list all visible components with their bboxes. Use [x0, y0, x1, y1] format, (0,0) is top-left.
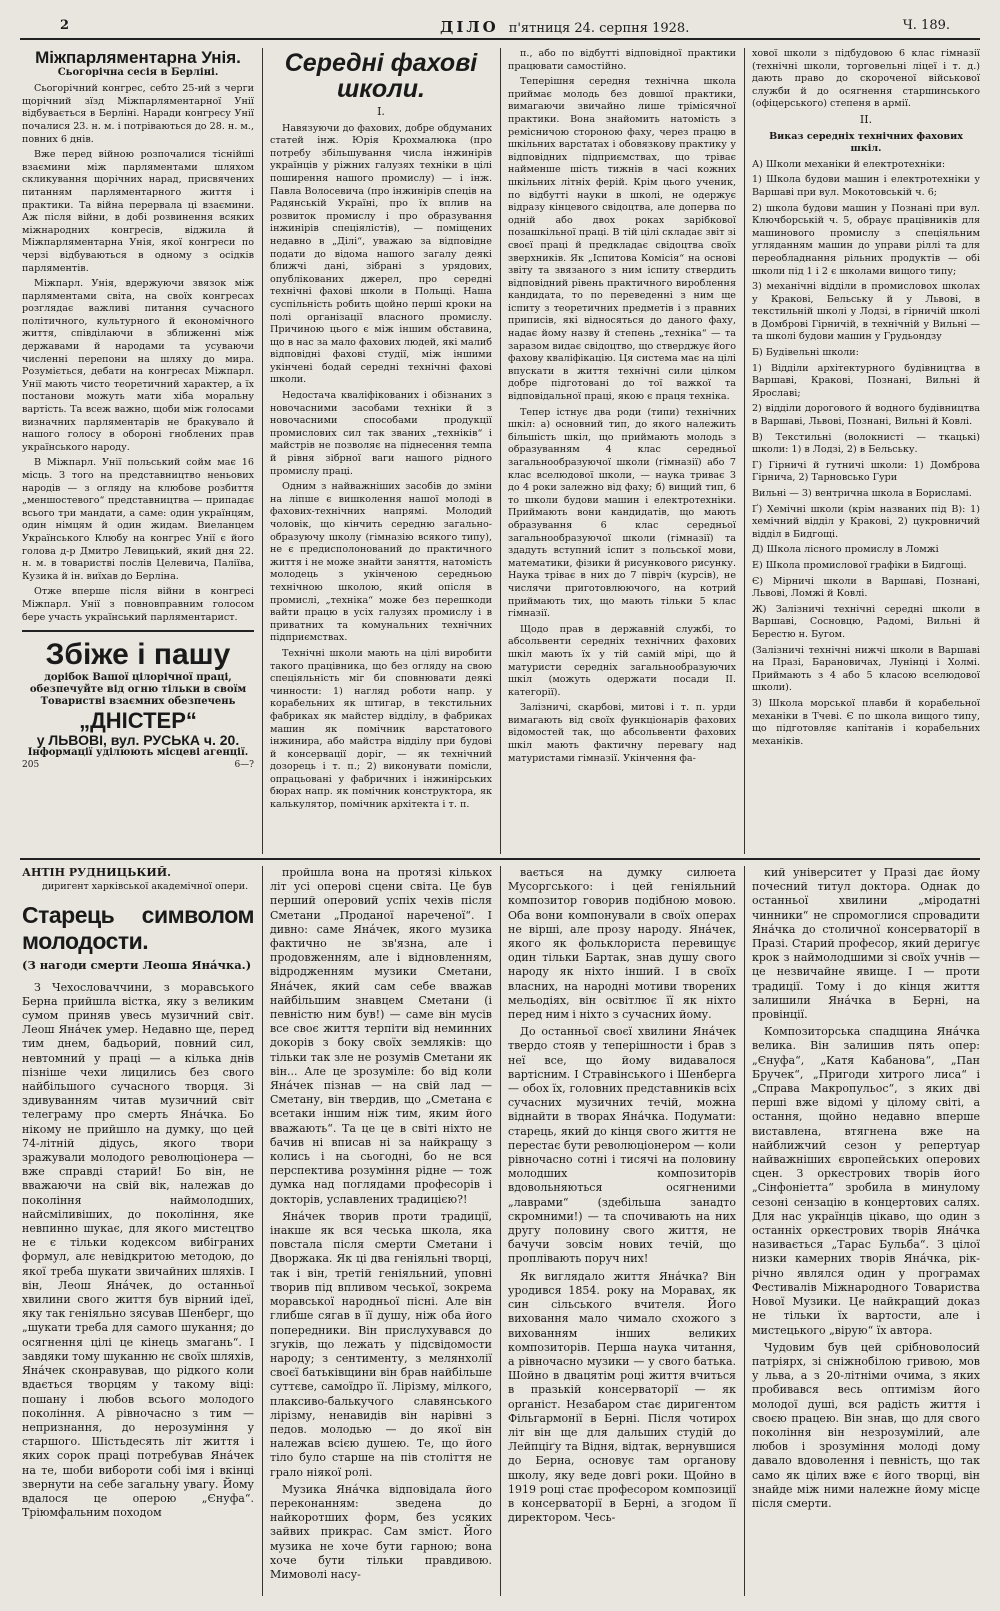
- list-item: 2) школа будови машин у Познані при вул. Ключборській ч. 5, обраує працівників для машинового промислу з спеціяльним угляданням машин до управи ріллі та для переобладнання рільних продуктів — обі школи під 1 і 2 є школами вищого типу;: [752, 202, 980, 277]
- ad-text: дорібок Вашої цілорічної праці, обезпечуйте від огню тільки в своїм Товаристві взаємних обезпечень: [29, 672, 247, 708]
- list-item: Д) Школа лісного промислу в Ломжі: [752, 544, 939, 556]
- janacek-subtitle: (З нагоди смерти Леоша Янáчка.): [22, 958, 252, 973]
- column-janacek-4: [752, 866, 980, 1596]
- schools-list: [752, 159, 980, 749]
- column-rule: [500, 866, 501, 1596]
- paragraph: Технічні школи мають на цілі виробити такого працівника, що без огляду на свою спеціяльність міг би сповнювати деякі чинности: 1) нагляд роботи напр. у корабельних як штигар, в текстильних фабриках як майстер відділу, в фабриках машин як помічник варстатового інжинира, або майстра відділу при будові й консервації доріг, — як технічний дозорець і т. п.; 2) виконувати помісли, опрацьовані у фабричних і інжинірських бюрах напр. як помічник конструктора, як калькулятор, помічник архітекта і т. п.: [270, 647, 492, 811]
- schools-part-one: І.: [377, 105, 385, 118]
- list-item: Г) Гірничі й гутничі школи: 1) Домброва Гірнича, 2) Тарновсько Гури: [752, 459, 980, 484]
- ad-info: Інформації уділюють місцеві агенції.: [27, 746, 249, 758]
- column-union: [22, 48, 254, 850]
- paragraph: Сьогорічний конгрес, себто 25-ий з черги щорічний зїзд Міжпарляментарної Унії відбувається в Берліні. Наради конгресу Унії почалися 23. н. м. і потріваються до 28. н. м., повних 6 днів.: [22, 83, 254, 145]
- paragraph: Чудовим був цей срібноволосий патріярх, зі сніжнобілою гривою, мов у льва, а з 20-літніми очима, з яких пробивався весь оптимізм його молодої душі, вся радість життя і своєю працею. Він знав, що для свого покоління він незрозумілий, але любов і зрозуміння молоді дому давало вдоволення і певність, що так само як цілих вже є його творці, він знайде між ними належне йому місце після смерти.: [752, 1340, 980, 1510]
- column-schools-b: [508, 48, 736, 854]
- ad-address: у ЛЬВОВІ, вул. РУСЬКА ч. 20.: [36, 732, 240, 749]
- schools-body-b: [508, 48, 736, 765]
- list-item: Вильні — 3) вентрична школа в Борисламі.: [752, 488, 972, 499]
- column-rule: [262, 48, 263, 854]
- column-janacek-2: [270, 866, 492, 1596]
- paragraph: Музика Янáчка відповідала його переконанням: зведена до найкоротших форм, без усяких зайвих прикрас. Сам зміст. Його музика не хоче бути гарною; вона хоче бути тільки правдивою. Мимоволі насу-: [270, 1482, 492, 1581]
- paragraph: Навязуючи до фахових, добре обдуманих статей інж. Юрія Крохмалюка (про потребу збільшування числа інжинірів українців у ріжних галузях техніки в цілі поширення нашого промислу) — і інж. Павла Волосевича (про інжинірів спеців на Радянській Україні, про їх вплив на розвиток промислу і про образування інжинірів спеціялістів), — поміщених недавно в „Ділі“, уважаю за відповідне подати до відома нашого загалу деякі ближчі дані, зібрані з урядових, опублікованих джерел, про середні технічні фахові школи в Польщі. Наша суспільність робить щойно перші кроки на полі організації власного промислу. Причиною цього є між іншим обставина, що в нас за мало фахових людей, які малиб відповідні фахові студії, між іншими укінчені бодай середні технічні фахові школи.: [270, 122, 492, 386]
- paragraph: Одним з найважніших засобів до зміни на ліпше є вишколення нашої молоді в фахових-технічних напрямі. Молодий чоловік, що кінчить середню загально-образуючу школу (гімназію всякого типу), не є предисполонований до практичного життя і не може знайти заняття, натомість молодець з укінченою середньою технічною школою, який опісля в промислі, „техніка“ може без перешкоди вайти працю в усіх галузях промислу і в приватних та комунальних технічних підприємствах.: [270, 481, 492, 644]
- issue-number: Ч. 189.: [902, 18, 950, 33]
- ad-headline: Збіже і пашу: [45, 638, 231, 672]
- schools-title: Середні фахові школи.: [284, 49, 478, 103]
- union-body: [22, 83, 254, 624]
- column-rule: [744, 866, 745, 1596]
- paragraph: В Міжпарл. Унії польський сойм має 16 місць. З того на представництво неньових народів — з огляду на клюбове розбиття „меншостевого“ представництва — припадає всього три мандати, а саме: один українцям, один німцям й один жидам. Виеланцем Українського Клюбу на конгрес Унії є його голова д-р Дмитро Левицький, який дня 22. н. м. в товаристві послів Целевича, Паліїва, Кузика й ін. виїхав до Берліна.: [22, 457, 254, 582]
- list-item: 3) механічні відділи в промисловох школах у Кракові, Бельську й у Львові, в текстильній школі у Лодзі, в гірничій школі в Домброві Гірничій, в технічній у Вильні — та школі будови машин у Грудьондзу: [752, 281, 980, 343]
- schools-body-a: [270, 123, 492, 812]
- paragraph: Тепер істнує два роди (типи) технічних шкіл: а) основний тип, до якого належить більшість шкіл, що приймають молодь з образуванням 4 клас середньої загальнообразуючої школи (гімназії) або 7 клас вселюдової школи, — наука триває 3 до 4 роки залежно від фаху; б) вищий тип, 6 то школи будови машин і електротехніки. Приймають вони кандидатів, що мають образування 6 клас середньої загальнообразуючої школи (гімназії) та здадуть вступний іспит з польської мови, математики, фізики й рисункового рисунку. Наука тріває в них до 7 півріч (курсів), не числячи приготовлюючого, на котрий приймають тих, що мають тільки 5 клас гімназії.: [508, 406, 736, 620]
- list-item: (Залізничі технічні нижчі школи в Варшаві на Празі, Барановичах, Лунінці і Холмі. Приймають з 4 або 5 класою вселюдової школи).: [752, 644, 980, 694]
- list-item: 2) відділи дорогового й водного будівництва в Варшаві, Львові, Познані, Вильні й Ковлі.: [752, 403, 980, 428]
- column-schools-a: [270, 48, 492, 854]
- list-item: Є) Мірничі школи в Варшаві, Познані, Львові, Ломжі й Ковлі.: [752, 575, 980, 600]
- list-item: 1) Школа будови машин і електротехніки у Варшаві при вул. Мокотовській ч. 6;: [752, 174, 980, 198]
- janacek-body-2: [270, 866, 492, 1582]
- column-rule: [262, 866, 263, 1596]
- schools-list-title: Виказ середніх технічних фахових шкіл.: [769, 130, 963, 155]
- masthead: [440, 18, 689, 36]
- janacek-body-3: [508, 866, 736, 1525]
- page-number: 2: [60, 18, 70, 33]
- schools-intro: хової школи з підбудовою 6 клас гімназії (технічні школи, торговельні ліцеї і т. д.) дають право до скороченої військової служби й до осягнення старшинського (офіцерського) степеня в армії.: [752, 48, 980, 110]
- janacek-body-4: [752, 866, 980, 1511]
- paragraph: Янáчек творив проти традиції, інакше як вся чеська школа, яка повстала після смерти Сметани і Дворжака. Як ці два геніяльні творці, так і він, третій геніяльний, уповні творив під впливом чеської, зокрема моравської народньої пісні. Але він глибше сягав в її душу, ніж оба його попередники. Він прислухувався до згуків, що лежать у підсвідомости народу; з сентименту, з мелянхолії своєї батьківщини він брав найбільше суттєве, самоїдро її. Лірізму, мілкого, плаксиво-балькучого славянського лірізму, ненавидів він нарівні з педов. молодью — до якої він належав всією душею. Те, що його тіло було старше на пів століття не грало ніякої ролі.: [270, 1209, 492, 1479]
- ad-brand: „ДНІСТЕР“: [79, 708, 197, 734]
- janacek-title: Старець символом молодости.: [22, 902, 254, 955]
- list-item: А) Школи механіки й електротехніки:: [752, 158, 946, 170]
- list-item: Е) Школа промислової графіки в Бидгощі.: [752, 559, 967, 571]
- union-subtitle: Сьогорічна сесія в Берліні.: [57, 66, 219, 78]
- paragraph: Вже перед війною розпочалися тіснійші взаємини між парляментами шляхом скликування щорічних нарад, присвячених питанням парляментарного життя і практики. Та війна перервала ці взаємини. Аж після війни, в добі розвинення всяких міжнародних конгресів, віджила й Міжпарляментарна Унія, якої конгреси по черзі відбуваються в одному з осідків парляментів.: [22, 149, 254, 274]
- paragraph: п., або по відбутті відповідної практики працювати самостійно.: [508, 48, 736, 72]
- column-schools-c: [752, 48, 980, 854]
- paragraph: Як виглядало життя Янáчка? Він уродився 1854. року на Моравах, як син сільського вчителя. Його виховання мало чимало схожого з вихованням інших великих композиторів. Перша наука читання, а рівночасно музики — у свого батька. Шойно в двацятім році життя вчиться в празькій консерваторії — як органіст. Незабаром стає диригентом Фільгармонії в Берні. Після чотирох літ він ще для дальших студій до Лейпціґу та Відня, відтак, вернувшися до Берна, основує там органову школу, яку веде довгі роки. Щойно в 1919 році стає професором композиції в консерваторії в Берні, а згодом її директором. Чесь-: [508, 1269, 736, 1525]
- masthead-title: ДІЛО: [440, 18, 499, 36]
- paragraph: кий університет у Празі дає йому почесний титул доктора. Однак до останньої хвилини „міродатні чинники“ не спромоглися спровадити Янáчка до столичної консерваторії в Празі. Старий професор, який деригує крок з наймолодшими зі своїх учнів — це незвичайне явище. І — проти традиції. Тому і до кінця життя залишили Янáчка в Берні, на провінції.: [752, 866, 980, 1022]
- list-item: З) Школа морської плавби й корабельної механіки в Тчеві. Є по школа вищого типу, що підготовляє капітанів і корабельних механіків.: [752, 697, 980, 747]
- list-item: Ж) Залізничі технічні середні школи в Варшаві, Сосновцю, Радомі, Вильні й Берестю н. Бугом.: [752, 603, 980, 640]
- author-position: диригент харківської академічної опери.: [42, 881, 249, 893]
- column-janacek-3: [508, 866, 736, 1596]
- issue-date: п'ятниця 24. серпня 1928.: [508, 21, 690, 36]
- ad-code-left: 205: [22, 759, 40, 770]
- column-rule: [744, 48, 745, 854]
- union-title: Міжпарляментарна Унія.: [35, 48, 241, 67]
- advertisement: [22, 630, 254, 771]
- paragraph: Теперішня середня технічна школа приймає молодь без довшої практики, вимагаючи звичайно лише трімісячної практики. Вона знайомить натомість з ремісничою стороною фаху, через працю в шкільних варстатах і обовязкову практику у відповідних підприємствах, що тріває найменше шість тижнів в часі кожних шкільних літніх ферій. Крім цього ученик, по відбутті науки в школі, не одержує відразу кінцевого свідоцтва, але доперва по одній або двох роках зарібкової позашкільної праці. В тій цілі складає звіт зі своєї праці й предкладає свідоцтва своїх зверхників. Як „Іспитова Комісія“ на основі звіту та звязаного з ним іспиту ствердить відповідний рівень практичного вироблення кандидата, то по переведенні з ним ще іспиту з теоретичних предметів і з правних приписів, які відносяться до даного фаху, надає йому назву й степень „техніка“ — та заразом видає свідоцтво, що стверджує його фахову кваліфікацію. Ця система має на цілі впускати в життя технічні сили цілком добре підготовані до тої важкої та відповідальної праці, якою є праця техніка.: [508, 76, 736, 403]
- paragraph: Композиторська спадщина Янáчка велика. Він залишив пять опер: „Єнуфа“, „Катя Кабанова“, „Пан Бручек“, „Пригоди хитрого лиса“ і „Справа Макропульос“, з яких дві перші вже відомі у цілому світі, а остання, щойно недавно вперше виставлена, втягнена вже на найближчий сезон у репертуар найважніших європейських оперових сцен. З оркестрових творів його „Сінфоніетта“ зробила в минулому сезоні сензацію в концертових салях. Для нас українців цікаво, що один з останніх оркестрових творів Янáчка називається „Тарас Бульба“. З цілої низки камерних творів Янáчка, рік-річно являлся один у програмах Фестивалів Міжнародного Товариства Нової Музики. Це найкращий доказ не тільки їх вартости, але і мистецького „вірую“ їх автора.: [752, 1025, 980, 1337]
- paragraph: вається на думку силюета Мусоргського: і цей геніяльний композитор говорив подібною мовою. Оба вони компонували в своїх операх не вірші, але прозу народу. Янáчек, якого як фольклориста перевищує один тільки Бартак, знав душу свого народу як ніхто інший. І в своїх власних, на народні мотиви творених мельодіях, він освітлює її як ніхто перед ним і ніхто з сучасних йому.: [508, 866, 736, 1022]
- paragraph: Міжпарл. Унія, вдержуючи звязок між парляментами світа, на своїх конгресах розглядає важливі питання сучасного політичного, культурного й економічного життя, співділаючи в зближенні між державами й народами та усуваючи численні перепони на шляху до мира. Розуміється, дебати на конгресах Міжпарл. Унії мають чисто теоретичний характер, а їх постанови можуть мати хіба моральну вартість. Та всеж важно, щоби між голосами визначних парляментарів не бракувало й нашого голосу в обороні гноблених прав українського народу.: [22, 278, 254, 453]
- paragraph: До останньої своєї хвилини Янáчек твердо стояв у теперішности і брав з неї все, що йому видавалося вартісним. І Стравінського і Шенберга — обох їх, головних представників всіх сучасних музичних течій, можна віднайти в творах Янáчка. Подумати: старець, який до кінця свого життя не перестає бути революціонером — коли рівночасно сотні і тисячі на половину молодших композиторів вдовольняються осягненими „лаврами“ (здебільша занадто скромними!) — та спочивають на них другу половину свого життя, не бачучи зовсім нових течій, що проплівають поруч них!: [508, 1025, 736, 1266]
- list-item: В) Текстильні (волокнисті — ткацькі) школи: 1) в Лодзі, 2) в Бельську.: [752, 431, 980, 456]
- paragraph: Щодо прав в державній службі, то абсольвенти середніх технічних фахових шкіл мають їх у тій самій мірі, що й матуристи середніх загальнообразуючих шкіл (можуть одержати посади ІІ. категорії).: [508, 623, 736, 698]
- paragraph: пройшла вона на протязі кількох літ усі оперові сцени світа. Це був перший оперовий успіх чехів після Сметани „Проданої нареченої“. І дивно: саме Янáчек, якого музика фактично не зв'язна, але і продовженням, але і відновленням, відродженням музики Сметани, Янáчек, який сам себе вважав найбільшим знавцем Сметани (і певністю ним був!) — саме він мусів все своє життя терпіти від неминних докорів з боку своїх земляків: що тільки так зле не розумів Сметани як він... Але це зрозуміле: бо від коли Янáчек пізнав — на свій лад — Сметану, він твердив, що „Сметана є всетаки іншим ніж тим, яким його вважають“. Та це це в світі ніхто не бачив ні вписав ні за найкращу з колись і на сьогодні, бо не вся перспектива розуміння рідне — тож думка над поглядами професорів і докторів, уславлених традицією?!: [270, 866, 492, 1206]
- list-item: 1) Відділи архітектурного будівництва в Варшаві, Кракові, Познані, Вильні й Ярославі;: [752, 362, 980, 399]
- paragraph: Залізничі, скарбові, митові і т. п. урди вимагають від своїх функціонарів фахових відомостей так, що абсольвенти фахових шкіл мають фактичну перевагу над матуристами гімназії. Укінчення фа-: [508, 702, 736, 764]
- paragraph: З Чехословаччини, з моравського Берна прийшла вістка, яку з великим сумом приняв увесь музичний світ. Леош Янáчек умер. Недавно ще, перед тим днем, бадьорий, повний сил, невтомний у праці — а кілька днів пізніше чехи лицились без свого найбільшого сучасного творця. Зі здивуванням читав музичний світ телеграму про смерть Янáчка. Бо нікому не прийшло на думку, що цей 74-літній дідусь, якого твори зражували молодого революціонера — вже справді старий! Бо він, не вважаючи на свій вік, належав до покоління наймолодших, найсміливіших, до покоління, яке невпинно шукає, для якого мистецтво не є тільки кодексом вибіграних формул, алє невідкритою методою, до якої треба шукати звичайних шляхів. І він, Леош Янáчек, до останньої хвилини свого життя був вірний ідеї, яку так геніяльно зясував Шенберг, що „шукати треба для самого шукання; до осягнення цілі це кінець змагань“. І завдяки тому шуканню нє своїх шляхів, Янáчек сконравував, що рідкого коли вдається творцям у такому віці: пошану і любов всього молодого покоління. А рівночасно з тим — непризнання, до нерозуміння у старшого. Шістьдесять літ життя і яких сорок праці потребував Янáчек на те, шоби вибороти собі імя і вкінці звернути на себе загальну увагу. Йому вдалося це оперою „Єнуфа“. Тріюмфальним походом: [22, 980, 254, 1520]
- section-divider: [20, 858, 980, 860]
- list-item: Ґ) Хемічні школи (крім названих під В): 1) хемічний відділ у Кракові, 2) цукровничий відділ в Бидгощі.: [752, 503, 980, 540]
- list-item: Б) Будівельні школи:: [752, 347, 859, 359]
- column-rule: [500, 48, 501, 854]
- ad-codes: [22, 759, 254, 772]
- paragraph: Недостача кваліфікованих і обізнаних з новочасними засобами техніки й з новочасними способами продукції промислових сил так званих „техніків“ і майстрів не позволяє на піднесення темпа й рівня зібрної ваги нашого рідного промислу праці.: [270, 390, 492, 477]
- janacek-body-1: [22, 981, 254, 1521]
- page-header: [20, 14, 980, 40]
- author-name: АНТІН РУДНИЦЬКИЙ.: [22, 866, 171, 879]
- schools-part-two: ІІ.: [859, 112, 873, 126]
- paragraph: Отже вперше після війни в конгресі Міжпарл. Унії з повновправним голосом бере участь український парляментарист.: [22, 586, 254, 623]
- ad-code-right: 6—?: [234, 759, 254, 770]
- column-janacek-1: [22, 866, 254, 1596]
